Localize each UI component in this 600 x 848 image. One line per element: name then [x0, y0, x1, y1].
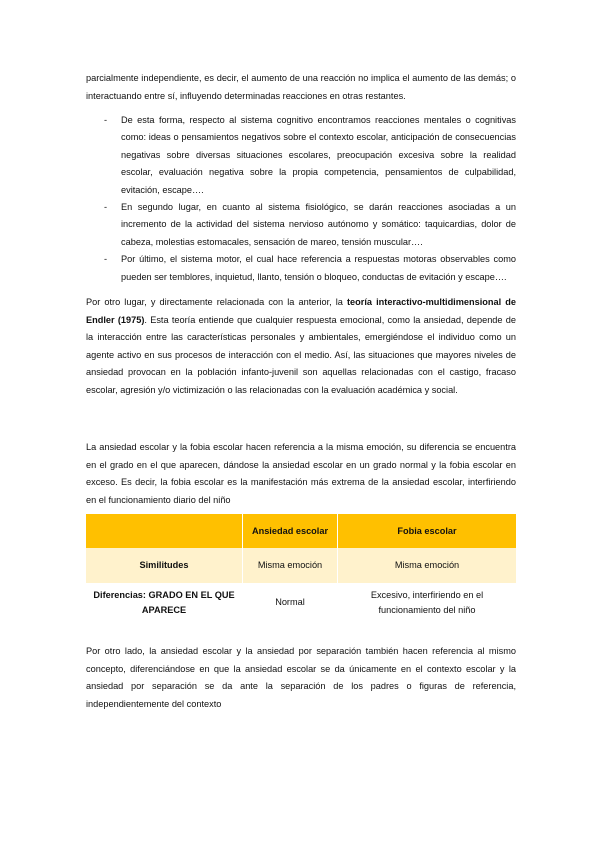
header-cell-empty [86, 514, 243, 548]
fobia-paragraph: La ansiedad escolar y la fobia escolar hacen referencia a la misma emoción, su diferencia se encuentra en el grado en el que aparecen, dándose la ansiedad escolar en un grado normal y la fobia escolar en exceso. Es decir, la fobia escolar es la manifestación más extrema de la ansiedad escolar, interfiriendo en el funcionamiento diario del niño [86, 442, 516, 505]
endler-theory-name: teoría interactivo-multidimensional de Endler (1975) [86, 297, 516, 325]
row-label-diferencias: Diferencias: GRADO EN EL QUE APARECE [86, 583, 243, 622]
systems-bullet-list [86, 112, 516, 286]
endler-text-post: . Esta teoría entiende que cualquier respuesta emocional, como la ansiedad, depende de la interacción entre las características personales y ambientales, emergiéndose el individuo como un agente activo en sus procesos de interacción con el medio. Así, las situaciones que mayores niveles de ansiedad provocan en la población infanto-juvenil son aquellas relacionadas con el castigo, fracaso escolar, agresión y/o victimización o las relacionadas con la evaluación académica y social. [86, 314, 516, 395]
list-item [86, 112, 516, 199]
table-cell: Excesivo, interfiriendo en el funcionamiento del niño [338, 583, 517, 622]
comparison-table [86, 514, 516, 622]
endler-text-pre: Por otro lugar, y directamente relacionada con la anterior, la [86, 297, 347, 307]
table-header-row [86, 514, 516, 548]
endler-paragraph [86, 294, 516, 400]
bullet-text: De esta forma, respecto al sistema cognitivo encontramos reacciones mentales o cognitivas como: ideas o pensamientos negativos sobre el contexto escolar, anticipación de consecuencias negativas sobre diversas situaciones escolares, preocupación excesiva sobre la realidad escolar, evaluación negativa sobre la propia competencia, pensamientos de culpabilidad, evitación, escape…. [121, 115, 516, 195]
table-cell: Normal [243, 583, 338, 622]
header-cell-ansiedad: Ansiedad escolar [243, 514, 338, 548]
list-item [86, 251, 516, 286]
bullet-dash: - [104, 115, 108, 125]
row-label-similitudes: Similitudes [86, 548, 243, 583]
table-row [86, 583, 516, 622]
separacion-paragraph: Por otro lado, la ansiedad escolar y la ansiedad por separación también hacen referencia al mismo concepto, diferenciándose en que la ansiedad escolar se da únicamente en el contexto escolar y la ansiedad por separación se da ante la separación de los padres o figuras de referencia, independientemente del contexto [86, 646, 516, 709]
list-item [86, 199, 516, 251]
table-cell: Misma emoción [243, 548, 338, 583]
header-cell-fobia: Fobia escolar [338, 514, 517, 548]
intro-paragraph: parcialmente independiente, es decir, el aumento de una reacción no implica el aumento de las demás; o interactuando entre sí, influyendo determinadas reacciones en otras restantes. [86, 73, 516, 101]
table-cell: Misma emoción [338, 548, 517, 583]
table-row [86, 548, 516, 583]
bullet-text: Por último, el sistema motor, el cual hace referencia a respuestas motoras observables como pueden ser temblores, inquietud, llanto, tensión o bloqueo, conductas de evitación y escape…. [121, 254, 516, 282]
bullet-dash: - [104, 254, 108, 265]
bullet-text: En segundo lugar, en cuanto al sistema fisiológico, se darán reacciones asociadas a un incremento de la actividad del sistema nervioso autónomo y somático: taquicardias, dolor de cabeza, molestias estomacales, sensación de mareo, tensión muscular…. [121, 202, 516, 247]
bullet-dash: - [104, 202, 108, 213]
